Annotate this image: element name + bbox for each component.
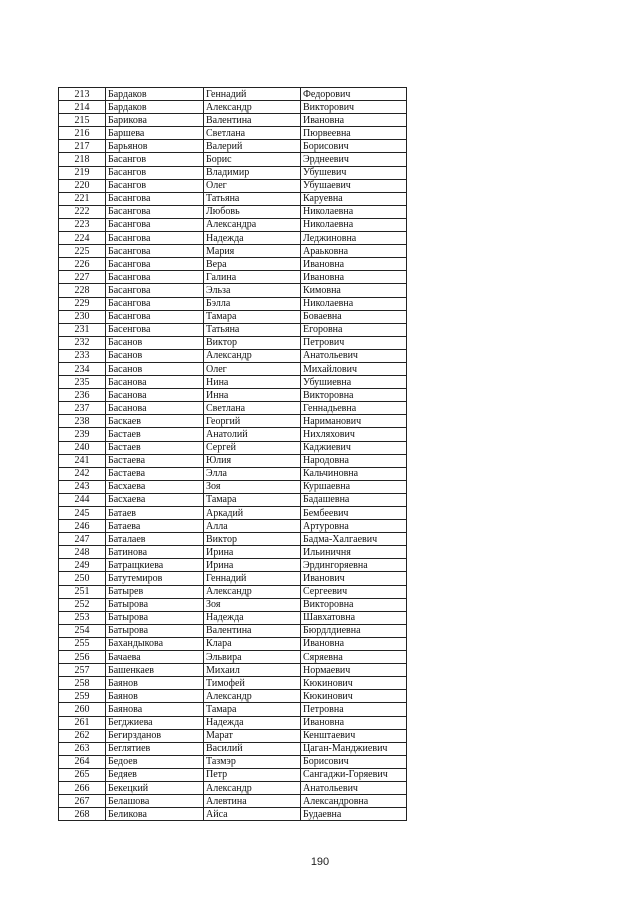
first-name-cell: Клара bbox=[204, 637, 301, 650]
row-number-cell: 234 bbox=[59, 362, 106, 375]
patronymic-cell: Нариманович bbox=[301, 415, 407, 428]
table-row bbox=[59, 611, 407, 624]
row-number-cell: 266 bbox=[59, 781, 106, 794]
last-name-cell: Бегирзданов bbox=[106, 729, 204, 742]
last-name-cell: Батращкиева bbox=[106, 559, 204, 572]
last-name-cell: Басангов bbox=[106, 166, 204, 179]
patronymic-cell: Араьковна bbox=[301, 245, 407, 258]
patronymic-cell: Борисович bbox=[301, 140, 407, 153]
patronymic-cell: Борисович bbox=[301, 755, 407, 768]
table-row bbox=[59, 428, 407, 441]
last-name-cell: Батырова bbox=[106, 624, 204, 637]
last-name-cell: Басангова bbox=[106, 310, 204, 323]
patronymic-cell: Иванович bbox=[301, 572, 407, 585]
patronymic-cell: Сергеевич bbox=[301, 585, 407, 598]
first-name-cell: Валерий bbox=[204, 140, 301, 153]
first-name-cell: Юлия bbox=[204, 454, 301, 467]
row-number-cell: 249 bbox=[59, 559, 106, 572]
row-number-cell: 241 bbox=[59, 454, 106, 467]
patronymic-cell: Леджиновна bbox=[301, 232, 407, 245]
table-row bbox=[59, 179, 407, 192]
first-name-cell: Алла bbox=[204, 520, 301, 533]
patronymic-cell: Будаевна bbox=[301, 808, 407, 821]
patronymic-cell: Нормаевич bbox=[301, 664, 407, 677]
patronymic-cell: Куршаевна bbox=[301, 480, 407, 493]
row-number-cell: 262 bbox=[59, 729, 106, 742]
table-row bbox=[59, 284, 407, 297]
row-number-cell: 215 bbox=[59, 114, 106, 127]
table-row bbox=[59, 467, 407, 480]
table-row bbox=[59, 520, 407, 533]
patronymic-cell: Кюкинович bbox=[301, 690, 407, 703]
table-row bbox=[59, 349, 407, 362]
last-name-cell: Бачаева bbox=[106, 651, 204, 664]
patronymic-cell: Цаган-Манджиевич bbox=[301, 742, 407, 755]
first-name-cell: Ирина bbox=[204, 559, 301, 572]
table-row bbox=[59, 493, 407, 506]
table-row bbox=[59, 166, 407, 179]
patronymic-cell: Ивановна bbox=[301, 258, 407, 271]
first-name-cell: Айса bbox=[204, 808, 301, 821]
last-name-cell: Басангов bbox=[106, 179, 204, 192]
first-name-cell: Светлана bbox=[204, 127, 301, 140]
table-row bbox=[59, 454, 407, 467]
last-name-cell: Башенкаев bbox=[106, 664, 204, 677]
last-name-cell: Баршева bbox=[106, 127, 204, 140]
first-name-cell: Тамара bbox=[204, 310, 301, 323]
last-name-cell: Басхаева bbox=[106, 493, 204, 506]
first-name-cell: Валентина bbox=[204, 114, 301, 127]
patronymic-cell: Эрднеевич bbox=[301, 153, 407, 166]
table-row bbox=[59, 362, 407, 375]
row-number-cell: 213 bbox=[59, 88, 106, 101]
patronymic-cell: Сяряевна bbox=[301, 651, 407, 664]
patronymic-cell: Нихляхович bbox=[301, 428, 407, 441]
last-name-cell: Батырова bbox=[106, 611, 204, 624]
table-row bbox=[59, 664, 407, 677]
table-row bbox=[59, 415, 407, 428]
row-number-cell: 268 bbox=[59, 808, 106, 821]
patronymic-cell: Артуровна bbox=[301, 520, 407, 533]
table-row bbox=[59, 402, 407, 415]
patronymic-cell: Анатольевич bbox=[301, 349, 407, 362]
patronymic-cell: Геннадьевна bbox=[301, 402, 407, 415]
patronymic-cell: Кимовна bbox=[301, 284, 407, 297]
row-number-cell: 259 bbox=[59, 690, 106, 703]
row-number-cell: 260 bbox=[59, 703, 106, 716]
row-number-cell: 257 bbox=[59, 664, 106, 677]
last-name-cell: Басхаева bbox=[106, 480, 204, 493]
last-name-cell: Басанова bbox=[106, 376, 204, 389]
last-name-cell: Бегджиева bbox=[106, 716, 204, 729]
row-number-cell: 225 bbox=[59, 245, 106, 258]
first-name-cell: Виктор bbox=[204, 336, 301, 349]
last-name-cell: Баталаев bbox=[106, 533, 204, 546]
patronymic-cell: Петровна bbox=[301, 703, 407, 716]
last-name-cell: Батырова bbox=[106, 598, 204, 611]
first-name-cell: Александр bbox=[204, 781, 301, 794]
first-name-cell: Надежда bbox=[204, 716, 301, 729]
row-number-cell: 267 bbox=[59, 795, 106, 808]
row-number-cell: 261 bbox=[59, 716, 106, 729]
table-row bbox=[59, 729, 407, 742]
patronymic-cell: Ивановна bbox=[301, 271, 407, 284]
row-number-cell: 223 bbox=[59, 218, 106, 231]
first-name-cell: Тамара bbox=[204, 493, 301, 506]
table-row bbox=[59, 114, 407, 127]
row-number-cell: 219 bbox=[59, 166, 106, 179]
row-number-cell: 229 bbox=[59, 297, 106, 310]
first-name-cell: Вера bbox=[204, 258, 301, 271]
row-number-cell: 265 bbox=[59, 768, 106, 781]
first-name-cell: Владимир bbox=[204, 166, 301, 179]
first-name-cell: Сергей bbox=[204, 441, 301, 454]
row-number-cell: 253 bbox=[59, 611, 106, 624]
row-number-cell: 236 bbox=[59, 389, 106, 402]
row-number-cell: 235 bbox=[59, 376, 106, 389]
table-row bbox=[59, 153, 407, 166]
first-name-cell: Татьяна bbox=[204, 192, 301, 205]
row-number-cell: 250 bbox=[59, 572, 106, 585]
table-row bbox=[59, 795, 407, 808]
first-name-cell: Борис bbox=[204, 153, 301, 166]
row-number-cell: 239 bbox=[59, 428, 106, 441]
table-row bbox=[59, 572, 407, 585]
row-number-cell: 258 bbox=[59, 677, 106, 690]
last-name-cell: Басанова bbox=[106, 402, 204, 415]
last-name-cell: Батутемиров bbox=[106, 572, 204, 585]
last-name-cell: Бедяев bbox=[106, 768, 204, 781]
table-row bbox=[59, 271, 407, 284]
first-name-cell: Анатолий bbox=[204, 428, 301, 441]
last-name-cell: Бедоев bbox=[106, 755, 204, 768]
first-name-cell: Михаил bbox=[204, 664, 301, 677]
last-name-cell: Батинова bbox=[106, 546, 204, 559]
patronymic-cell: Бюрдлдиевна bbox=[301, 624, 407, 637]
table-row bbox=[59, 768, 407, 781]
first-name-cell: Виктор bbox=[204, 533, 301, 546]
last-name-cell: Белашова bbox=[106, 795, 204, 808]
table-row bbox=[59, 559, 407, 572]
row-number-cell: 242 bbox=[59, 467, 106, 480]
row-number-cell: 230 bbox=[59, 310, 106, 323]
last-name-cell: Басангова bbox=[106, 271, 204, 284]
table-row bbox=[59, 310, 407, 323]
first-name-cell: Бэлла bbox=[204, 297, 301, 310]
last-name-cell: Бардаков bbox=[106, 101, 204, 114]
table-row bbox=[59, 716, 407, 729]
row-number-cell: 264 bbox=[59, 755, 106, 768]
first-name-cell: Любовь bbox=[204, 205, 301, 218]
patronymic-cell: Убушаевич bbox=[301, 179, 407, 192]
patronymic-cell: Николаевна bbox=[301, 205, 407, 218]
roster-body bbox=[59, 88, 407, 821]
last-name-cell: Барьянов bbox=[106, 140, 204, 153]
first-name-cell: Аркадий bbox=[204, 507, 301, 520]
last-name-cell: Бастаев bbox=[106, 428, 204, 441]
last-name-cell: Бастаева bbox=[106, 467, 204, 480]
row-number-cell: 255 bbox=[59, 637, 106, 650]
row-number-cell: 245 bbox=[59, 507, 106, 520]
row-number-cell: 228 bbox=[59, 284, 106, 297]
patronymic-cell: Ивановна bbox=[301, 716, 407, 729]
first-name-cell: Александр bbox=[204, 690, 301, 703]
table-row bbox=[59, 376, 407, 389]
patronymic-cell: Петрович bbox=[301, 336, 407, 349]
row-number-cell: 227 bbox=[59, 271, 106, 284]
table-row bbox=[59, 323, 407, 336]
patronymic-cell: Эрдингоряевна bbox=[301, 559, 407, 572]
first-name-cell: Александр bbox=[204, 101, 301, 114]
first-name-cell: Марат bbox=[204, 729, 301, 742]
table-row bbox=[59, 232, 407, 245]
row-number-cell: 263 bbox=[59, 742, 106, 755]
patronymic-cell: Николаевна bbox=[301, 297, 407, 310]
patronymic-cell: Каруевна bbox=[301, 192, 407, 205]
patronymic-cell: Кальчиновна bbox=[301, 467, 407, 480]
last-name-cell: Батаева bbox=[106, 520, 204, 533]
patronymic-cell: Ильиничня bbox=[301, 546, 407, 559]
last-name-cell: Басангова bbox=[106, 218, 204, 231]
first-name-cell: Петр bbox=[204, 768, 301, 781]
last-name-cell: Баянова bbox=[106, 703, 204, 716]
row-number-cell: 246 bbox=[59, 520, 106, 533]
last-name-cell: Басангова bbox=[106, 245, 204, 258]
first-name-cell: Валентина bbox=[204, 624, 301, 637]
first-name-cell: Эльза bbox=[204, 284, 301, 297]
last-name-cell: Басангова bbox=[106, 232, 204, 245]
table-row bbox=[59, 677, 407, 690]
row-number-cell: 247 bbox=[59, 533, 106, 546]
row-number-cell: 238 bbox=[59, 415, 106, 428]
row-number-cell: 217 bbox=[59, 140, 106, 153]
table-row bbox=[59, 258, 407, 271]
last-name-cell: Басенгова bbox=[106, 323, 204, 336]
patronymic-cell: Анатольевич bbox=[301, 781, 407, 794]
table-row bbox=[59, 297, 407, 310]
first-name-cell: Эльвира bbox=[204, 651, 301, 664]
patronymic-cell: Пюрвеевна bbox=[301, 127, 407, 140]
patronymic-cell: Викторовна bbox=[301, 389, 407, 402]
last-name-cell: Беликова bbox=[106, 808, 204, 821]
table-row bbox=[59, 127, 407, 140]
row-number-cell: 218 bbox=[59, 153, 106, 166]
table-row bbox=[59, 101, 407, 114]
last-name-cell: Басангова bbox=[106, 258, 204, 271]
patronymic-cell: Боваевна bbox=[301, 310, 407, 323]
last-name-cell: Баянов bbox=[106, 677, 204, 690]
last-name-cell: Бардаков bbox=[106, 88, 204, 101]
row-number-cell: 216 bbox=[59, 127, 106, 140]
row-number-cell: 221 bbox=[59, 192, 106, 205]
table-row bbox=[59, 703, 407, 716]
first-name-cell: Светлана bbox=[204, 402, 301, 415]
first-name-cell: Зоя bbox=[204, 480, 301, 493]
last-name-cell: Бастаева bbox=[106, 454, 204, 467]
row-number-cell: 248 bbox=[59, 546, 106, 559]
last-name-cell: Барикова bbox=[106, 114, 204, 127]
row-number-cell: 251 bbox=[59, 585, 106, 598]
first-name-cell: Олег bbox=[204, 179, 301, 192]
first-name-cell: Геннадий bbox=[204, 88, 301, 101]
patronymic-cell: Кюкинович bbox=[301, 677, 407, 690]
last-name-cell: Басангова bbox=[106, 284, 204, 297]
first-name-cell: Тазмэр bbox=[204, 755, 301, 768]
patronymic-cell: Каджиевич bbox=[301, 441, 407, 454]
table-row bbox=[59, 781, 407, 794]
table-row bbox=[59, 808, 407, 821]
table-row bbox=[59, 546, 407, 559]
last-name-cell: Басанов bbox=[106, 336, 204, 349]
row-number-cell: 237 bbox=[59, 402, 106, 415]
row-number-cell: 233 bbox=[59, 349, 106, 362]
patronymic-cell: Ивановна bbox=[301, 114, 407, 127]
last-name-cell: Беглятиев bbox=[106, 742, 204, 755]
patronymic-cell: Михайлович bbox=[301, 362, 407, 375]
row-number-cell: 244 bbox=[59, 493, 106, 506]
table-row bbox=[59, 88, 407, 101]
row-number-cell: 254 bbox=[59, 624, 106, 637]
table-row bbox=[59, 480, 407, 493]
patronymic-cell: Убушиевна bbox=[301, 376, 407, 389]
table-row bbox=[59, 441, 407, 454]
first-name-cell: Василий bbox=[204, 742, 301, 755]
table-row bbox=[59, 507, 407, 520]
table-row bbox=[59, 245, 407, 258]
patronymic-cell: Федорович bbox=[301, 88, 407, 101]
first-name-cell: Алевтина bbox=[204, 795, 301, 808]
table-row bbox=[59, 585, 407, 598]
patronymic-cell: Ивановна bbox=[301, 637, 407, 650]
first-name-cell: Александр bbox=[204, 585, 301, 598]
first-name-cell: Тимофей bbox=[204, 677, 301, 690]
row-number-cell: 256 bbox=[59, 651, 106, 664]
patronymic-cell: Александровна bbox=[301, 795, 407, 808]
first-name-cell: Георгий bbox=[204, 415, 301, 428]
first-name-cell: Элла bbox=[204, 467, 301, 480]
last-name-cell: Баянов bbox=[106, 690, 204, 703]
row-number-cell: 240 bbox=[59, 441, 106, 454]
first-name-cell: Александр bbox=[204, 349, 301, 362]
last-name-cell: Баскаев bbox=[106, 415, 204, 428]
row-number-cell: 231 bbox=[59, 323, 106, 336]
roster-table bbox=[58, 87, 407, 821]
patronymic-cell: Шавхатовна bbox=[301, 611, 407, 624]
first-name-cell: Геннадий bbox=[204, 572, 301, 585]
last-name-cell: Бахандыкова bbox=[106, 637, 204, 650]
first-name-cell: Галина bbox=[204, 271, 301, 284]
patronymic-cell: Бембеевич bbox=[301, 507, 407, 520]
row-number-cell: 214 bbox=[59, 101, 106, 114]
last-name-cell: Батаев bbox=[106, 507, 204, 520]
last-name-cell: Басангова bbox=[106, 192, 204, 205]
last-name-cell: Басангов bbox=[106, 153, 204, 166]
row-number-cell: 220 bbox=[59, 179, 106, 192]
first-name-cell: Ирина bbox=[204, 546, 301, 559]
last-name-cell: Басанов bbox=[106, 362, 204, 375]
table-row bbox=[59, 205, 407, 218]
first-name-cell: Олег bbox=[204, 362, 301, 375]
last-name-cell: Басангова bbox=[106, 205, 204, 218]
last-name-cell: Басанова bbox=[106, 389, 204, 402]
last-name-cell: Басанов bbox=[106, 349, 204, 362]
last-name-cell: Бастаев bbox=[106, 441, 204, 454]
last-name-cell: Бекецкий bbox=[106, 781, 204, 794]
first-name-cell: Нина bbox=[204, 376, 301, 389]
table-row bbox=[59, 218, 407, 231]
patronymic-cell: Викторович bbox=[301, 101, 407, 114]
table-row bbox=[59, 533, 407, 546]
row-number-cell: 243 bbox=[59, 480, 106, 493]
first-name-cell: Тамара bbox=[204, 703, 301, 716]
table-row bbox=[59, 140, 407, 153]
last-name-cell: Басангова bbox=[106, 297, 204, 310]
row-number-cell: 224 bbox=[59, 232, 106, 245]
first-name-cell: Татьяна bbox=[204, 323, 301, 336]
first-name-cell: Надежда bbox=[204, 611, 301, 624]
patronymic-cell: Бадма-Халгаевич bbox=[301, 533, 407, 546]
table-row bbox=[59, 690, 407, 703]
table-row bbox=[59, 598, 407, 611]
table-row bbox=[59, 637, 407, 650]
table-row bbox=[59, 192, 407, 205]
row-number-cell: 222 bbox=[59, 205, 106, 218]
row-number-cell: 252 bbox=[59, 598, 106, 611]
patronymic-cell: Убушевич bbox=[301, 166, 407, 179]
patronymic-cell: Народовна bbox=[301, 454, 407, 467]
first-name-cell: Мария bbox=[204, 245, 301, 258]
table-row bbox=[59, 624, 407, 637]
row-number-cell: 232 bbox=[59, 336, 106, 349]
patronymic-cell: Викторовна bbox=[301, 598, 407, 611]
first-name-cell: Зоя bbox=[204, 598, 301, 611]
patronymic-cell: Николаевна bbox=[301, 218, 407, 231]
last-name-cell: Батырев bbox=[106, 585, 204, 598]
first-name-cell: Александра bbox=[204, 218, 301, 231]
patronymic-cell: Кенштаевич bbox=[301, 729, 407, 742]
row-number-cell: 226 bbox=[59, 258, 106, 271]
patronymic-cell: Егоровна bbox=[301, 323, 407, 336]
patronymic-cell: Сангаджи-Горяевич bbox=[301, 768, 407, 781]
patronymic-cell: Бадашевна bbox=[301, 493, 407, 506]
table-row bbox=[59, 336, 407, 349]
page-number: 190 bbox=[310, 856, 330, 868]
table-row bbox=[59, 755, 407, 768]
first-name-cell: Надежда bbox=[204, 232, 301, 245]
table-row bbox=[59, 389, 407, 402]
table-row bbox=[59, 651, 407, 664]
first-name-cell: Инна bbox=[204, 389, 301, 402]
table-row bbox=[59, 742, 407, 755]
